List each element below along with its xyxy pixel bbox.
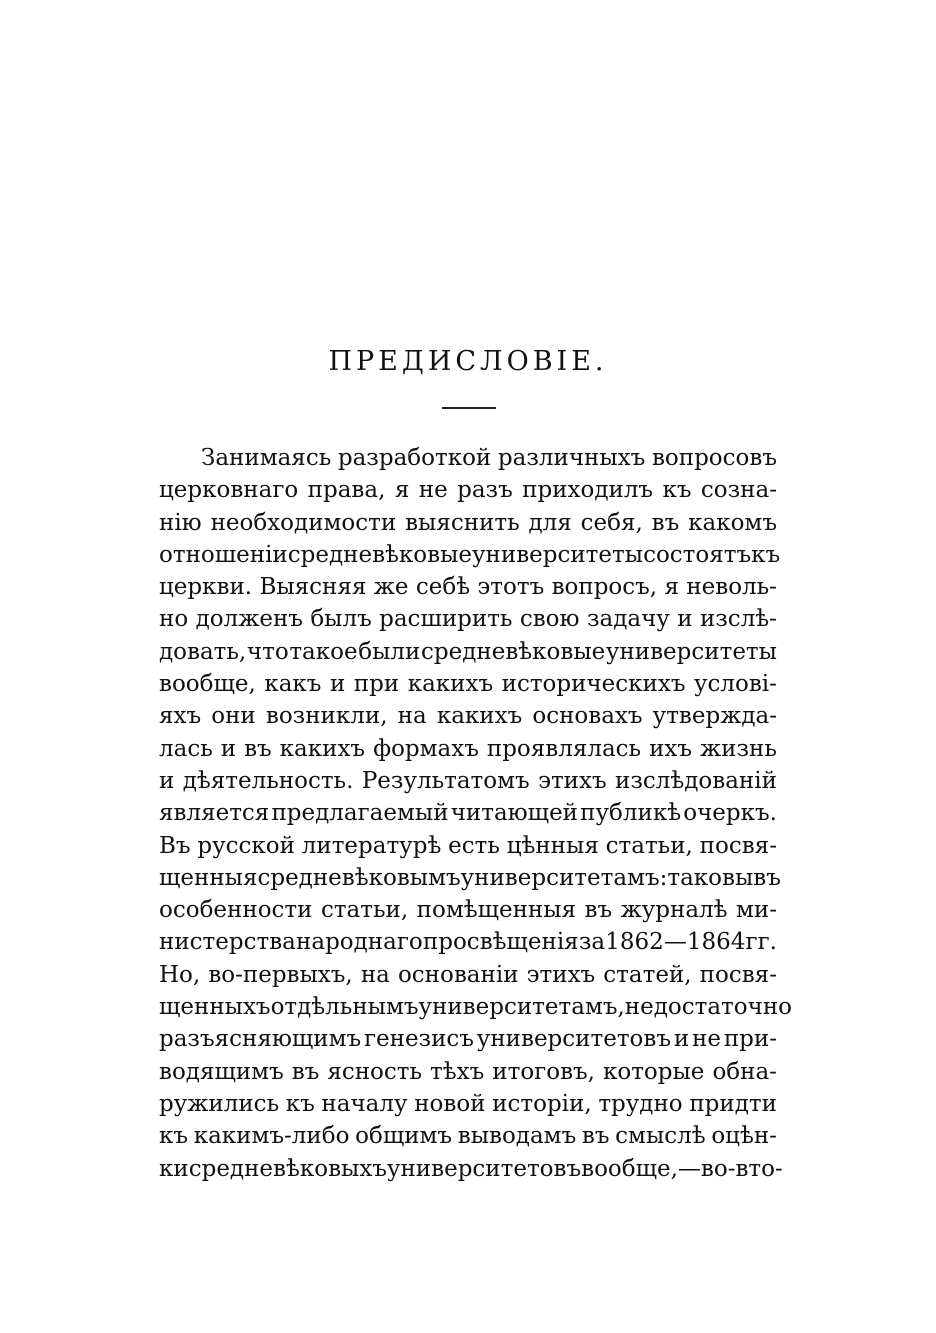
text-line: нистерства народнаго просвѣщенія за 1862—1864 гг. xyxy=(159,929,777,956)
text-line: вообще, какъ и при какихъ историческихъ условi- xyxy=(159,671,777,698)
page-title: ПРЕДИСЛОВІЕ. xyxy=(328,346,608,377)
text-line: ружились къ началу новой исторіи, трудно придти xyxy=(159,1090,777,1117)
body-text xyxy=(159,442,793,1185)
text-line: но долженъ былъ расширить свою задачу и изслѣ- xyxy=(159,606,777,633)
text-line: отношеніи средневѣковые университеты состоятъ къ xyxy=(159,541,781,568)
text-line: къ какимъ-либо общимъ выводамъ въ смыслѣ оцѣн- xyxy=(159,1123,777,1150)
text-line: водящимъ въ ясность тѣхъ итоговъ, которые обна- xyxy=(159,1058,777,1085)
text-line: щенныя средневѣковымъ университетамъ: таковы въ xyxy=(159,864,781,891)
text-line: яхъ они возникли, на какихъ основахъ утвержда- xyxy=(159,703,777,730)
text-line: является предлагаемый читающей публикѣ очеркъ. xyxy=(159,800,777,827)
text-line: Но, во-первыхъ, на основаніи этихъ статей, посвя- xyxy=(159,961,777,988)
text-line: церковнаго права, я не разъ приходилъ къ созна- xyxy=(159,477,777,504)
text-line: нію необходимости выяснить для себя, въ какомъ xyxy=(159,509,777,536)
text-line: особенности статьи, помѣщенныя въ журналѣ ми- xyxy=(159,897,777,924)
text-line: церкви. Выясняя же себѣ этотъ вопросъ, я неволь- xyxy=(159,574,777,601)
text-line: довать, что такое были средневѣковые университеты xyxy=(159,638,777,665)
text-line: ки средневѣковыхъ университетовъ вообще,—во-вто- xyxy=(159,1155,783,1182)
title-divider xyxy=(442,407,496,409)
text-line: и дѣятельность. Результатомъ этихъ изслѣдованій xyxy=(159,767,777,794)
text-line: щенныхъ отдѣльнымъ университетамъ, недостаточно xyxy=(159,994,793,1021)
text-line: Занимаясь разработкой различныхъ вопросовъ xyxy=(201,445,777,471)
text-line: лась и въ какихъ формахъ проявлялась ихъ жизнь xyxy=(159,735,777,762)
text-line: Въ русской литературѣ есть цѣнныя статьи, посвя- xyxy=(159,832,777,859)
text-line: разъясняющимъ генезисъ университетовъ и не при- xyxy=(159,1026,777,1053)
